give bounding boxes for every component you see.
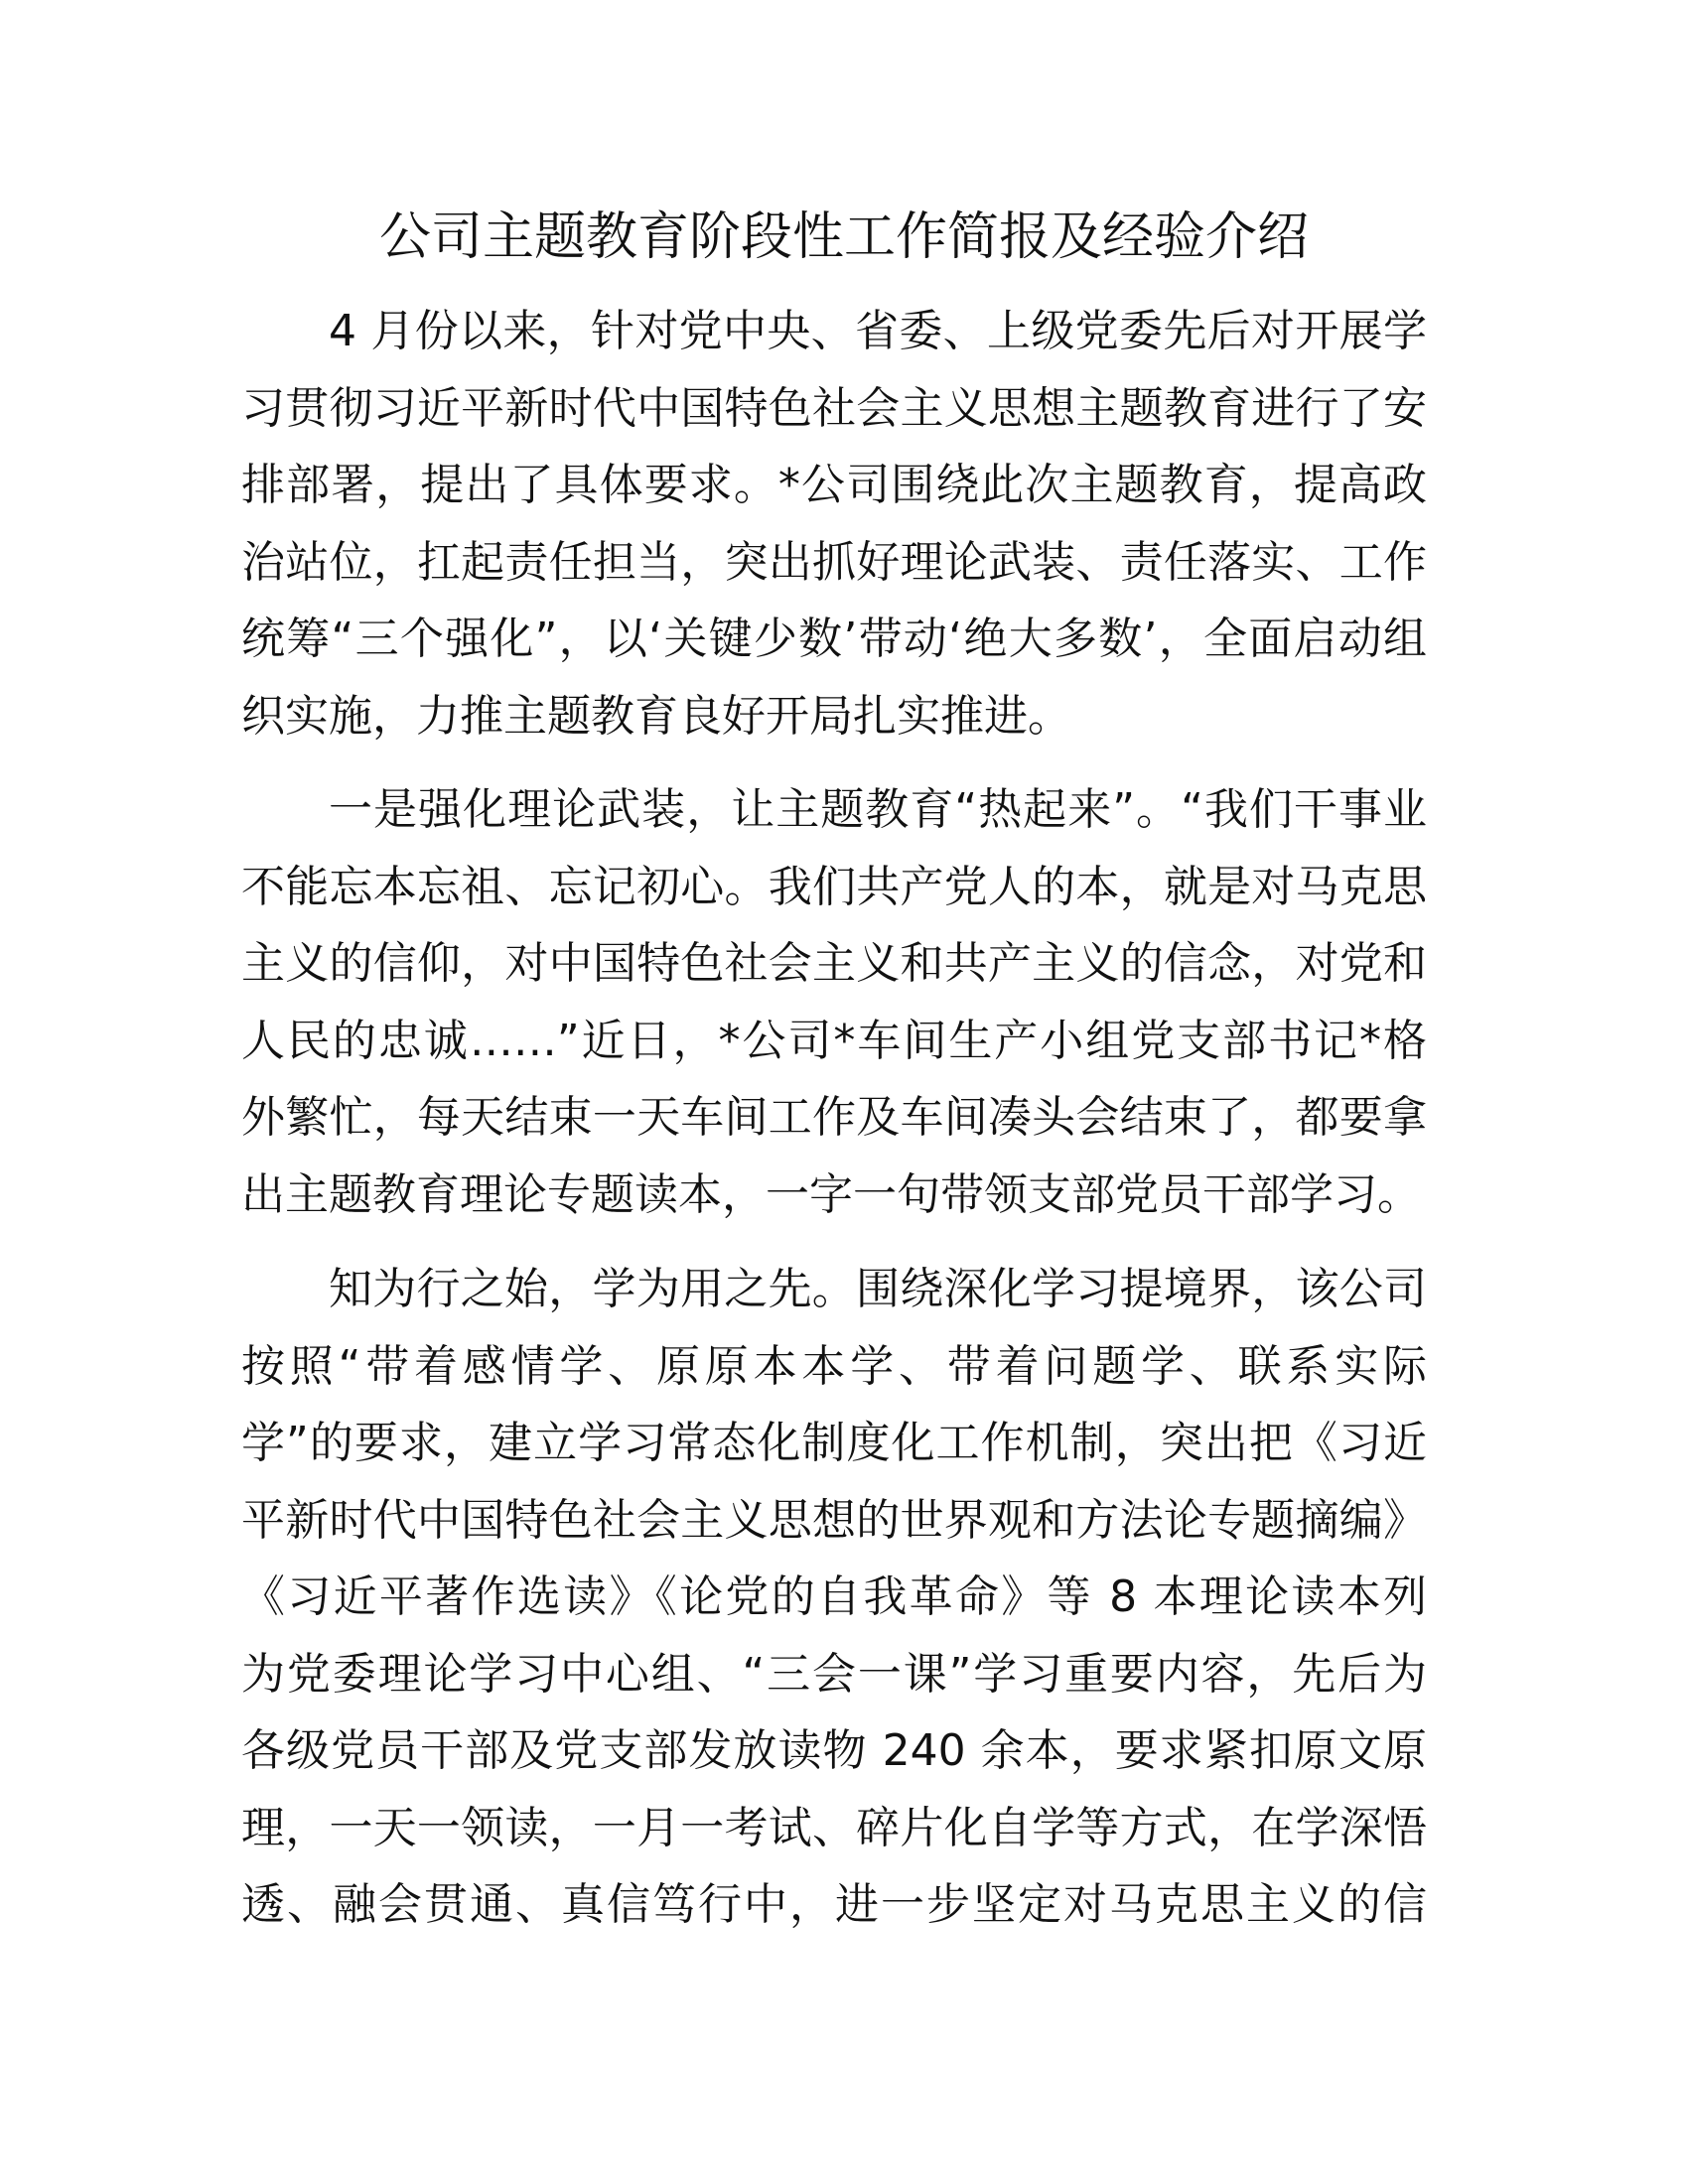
paragraph-intro (241, 293, 1427, 754)
text-line: 统筹“三个强化”，以‘关键少数’带动‘绝大多数’，全面启动组 (241, 614, 1427, 664)
text-line: 外繁忙，每天结束一天车间工作及车间凑头会结束了，都要拿 (241, 1092, 1427, 1143)
text-line: 治站位，扛起责任担当，突出抓好理论武装、责任落实、工作 (241, 536, 1427, 588)
text-line: 一是强化理论武装，让主题教育“热起来”。“我们干事业 (329, 784, 1427, 835)
text-line: 平新时代中国特色社会主义思想的世界观和方法论专题摘编》 (241, 1494, 1427, 1546)
text-line: 理，一天一领读，一月一考试、碎片化自学等方式，在学深悟 (241, 1802, 1427, 1853)
text-line: 为党委理论学习中心组、“三会一课”学习重要内容，先后为 (241, 1648, 1427, 1700)
text-line: 人民的忠诚……”近日，*公司*车间生产小组党支部书记*格 (241, 1015, 1427, 1066)
paragraph-theory-arming (241, 771, 1427, 1233)
document-title: 公司主题教育阶段性工作简报及经验介绍 (378, 207, 1309, 267)
text-line: 按照“带着感情学、原原本本学、带着问题学、联系实际 (241, 1340, 1427, 1392)
text-line: 4 月份以来，针对党中央、省委、上级党委先后对开展学 (329, 306, 1427, 356)
text-line: 《习近平著作选读》《论党的自我革命》等 8 本理论读本列 (241, 1571, 1427, 1622)
text-line: 各级党员干部及党支部发放读物 240 余本，要求紧扣原文原 (241, 1725, 1427, 1776)
paragraph-study-mechanism (241, 1251, 1427, 1944)
text-line: 出主题教育理论专题读本，一字一句带领支部党员干部学习。 (241, 1168, 1421, 1220)
text-line: 不能忘本忘祖、忘记初心。我们共产党人的本，就是对马克思 (241, 861, 1427, 912)
text-line: 学”的要求，建立学习常态化制度化工作机制，突出把《习近 (241, 1418, 1427, 1468)
text-line: 习贯彻习近平新时代中国特色社会主义思想主题教育进行了安 (241, 382, 1427, 434)
text-line: 排部署，提出了具体要求。*公司围绕此次主题教育，提高政 (241, 460, 1427, 510)
text-line: 织实施，力推主题教育良好开局扎实推进。 (241, 690, 1071, 742)
text-line: 透、融会贯通、真信笃行中，进一步坚定对马克思主义的信 (241, 1879, 1427, 1930)
text-line: 主义的信仰，对中国特色社会主义和共产主义的信念，对党和 (241, 938, 1427, 989)
text-line: 知为行之始，学为用之先。围绕深化学习提境界，该公司 (329, 1264, 1427, 1314)
